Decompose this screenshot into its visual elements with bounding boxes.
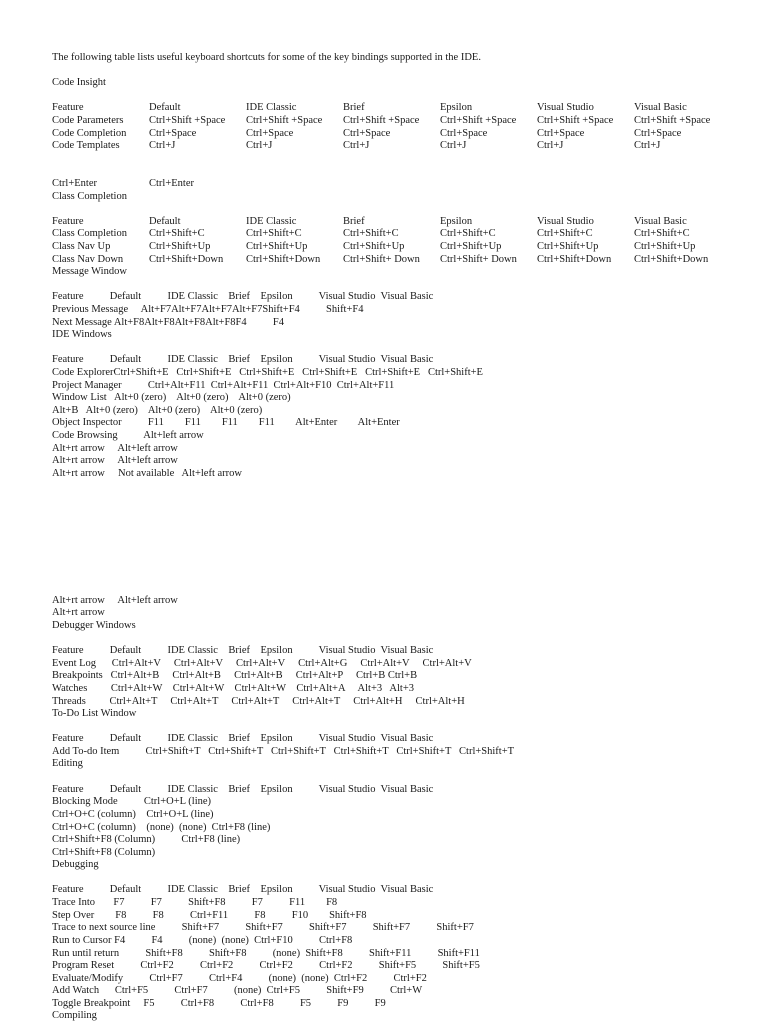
text-line: Alt+rt arrow Alt+left arrow (52, 455, 178, 466)
text-line: Object Inspector F11 F11 F11 F11 Alt+Enter Alt+Enter (52, 417, 400, 428)
text-line: Watches Ctrl+Alt+W Ctrl+Alt+W Ctrl+Alt+W Ctrl+Alt+A Alt+3 Alt+3 (52, 683, 414, 694)
table-cell: Ctrl+Shift+ Down (440, 254, 517, 265)
text-line: Add Watch Ctrl+F5 Ctrl+F7 (none) Ctrl+F5 Shift+F9 Ctrl+W (52, 985, 423, 996)
text-line: Trace Into F7 F7 Shift+F8 F7 F11 F8 (52, 897, 338, 908)
table-cell: Ctrl+Shift+Down (246, 254, 321, 265)
text-line: Alt+B Alt+0 (zero) Alt+0 (zero) Alt+0 (zero) (52, 405, 263, 416)
text-line: Code Browsing Alt+left arrow (52, 430, 204, 441)
table-cell: Visual Studio (537, 102, 594, 113)
table-cell: Ctrl+Space (634, 128, 682, 139)
table-cell: Feature (52, 216, 84, 227)
table-cell: Class Nav Down (52, 254, 124, 265)
table-cell: Ctrl+Shift+Down (537, 254, 612, 265)
table-cell: Code Parameters (52, 115, 124, 126)
table-cell: Ctrl+Shift+Up (537, 241, 599, 252)
table-cell: Ctrl+Shift+C (246, 228, 302, 239)
table-cell: Ctrl+Space (246, 128, 294, 139)
text-line: Ctrl+O+C (column) (none) (none) Ctrl+F8 (line) (52, 822, 271, 833)
table-cell: Ctrl+Shift+C (343, 228, 399, 239)
text-line: Feature Default IDE Classic Brief Epsilon Visual Studio Visual Basic (52, 733, 434, 744)
table-cell: Brief (343, 216, 365, 227)
table-cell: Ctrl+J (246, 140, 273, 151)
text-line: Add To-do Item Ctrl+Shift+T Ctrl+Shift+T Ctrl+Shift+T Ctrl+Shift+T Ctrl+Shift+T Ctrl+Shift+T (52, 746, 515, 757)
table-cell: Ctrl+J (149, 140, 176, 151)
text-line: Project Manager Ctrl+Alt+F11 Ctrl+Alt+F11 Ctrl+Alt+F10 Ctrl+Alt+F11 (52, 380, 395, 391)
table-cell: Visual Basic (634, 102, 687, 113)
table-cell: Class Nav Up (52, 241, 111, 252)
text-line: Window List Alt+0 (zero) Alt+0 (zero) Alt+0 (zero) (52, 392, 291, 403)
table-cell: Ctrl+Shift +Space (343, 115, 420, 126)
intro-text: The following table lists useful keyboard shortcuts for some of the key bindings supported in the IDE. (52, 52, 481, 63)
text-line: Run to Cursor F4 F4 (none) (none) Ctrl+F10 Ctrl+F8 (52, 935, 353, 946)
text-line: Ctrl+Shift+F8 (Column) Ctrl+F8 (line) (52, 834, 241, 845)
table-cell: Ctrl+Shift+C (537, 228, 593, 239)
table-cell: Feature (52, 102, 84, 113)
table-cell: IDE Classic (246, 216, 297, 227)
table-cell: Ctrl+Shift+ Down (343, 254, 420, 265)
text-line: Next Message Alt+F8Alt+F8Alt+F8Alt+F8F4 F4 (52, 317, 284, 328)
table-cell: Ctrl+Space (149, 128, 197, 139)
text-line: Feature Default IDE Classic Brief Epsilon Visual Studio Visual Basic (52, 784, 434, 795)
table-cell: Ctrl+Shift+Down (149, 254, 224, 265)
table-cell: Code Templates (52, 140, 120, 151)
table-cell: Ctrl+Shift+Up (149, 241, 211, 252)
table-cell: Ctrl+J (537, 140, 564, 151)
table-cell: Code Completion (52, 128, 127, 139)
table-cell: Epsilon (440, 216, 473, 227)
section-heading-editing: Editing (52, 758, 83, 769)
table-cell: Default (149, 216, 181, 227)
section-heading-code-insight: Code Insight (52, 77, 106, 88)
text-line: Run until return Shift+F8 Shift+F8 (none) Shift+F8 Shift+F11 Shift+F11 (52, 948, 480, 959)
table-cell: Visual Studio (537, 216, 594, 227)
section-heading-compiling: Compiling (52, 1010, 97, 1021)
table-cell: Default (149, 102, 181, 113)
text-line: Program Reset Ctrl+F2 Ctrl+F2 Ctrl+F2 Ctrl+F2 Shift+F5 Shift+F5 (52, 960, 480, 971)
table-cell: Ctrl+Enter (149, 178, 194, 189)
text-line: Breakpoints Ctrl+Alt+B Ctrl+Alt+B Ctrl+Alt+B Ctrl+Alt+P Ctrl+B Ctrl+B (52, 670, 418, 681)
text-line: Step Over F8 F8 Ctrl+F11 F8 F10 Shift+F8 (52, 910, 367, 921)
text-line: Event Log Ctrl+Alt+V Ctrl+Alt+V Ctrl+Alt+V Ctrl+Alt+G Ctrl+Alt+V Ctrl+Alt+V (52, 658, 472, 669)
text-line: Previous Message Alt+F7Alt+F7Alt+F7Alt+F7Shift+F4 Shift+F4 (52, 304, 364, 315)
table-cell: Ctrl+J (343, 140, 370, 151)
text-line: Toggle Breakpoint F5 Ctrl+F8 Ctrl+F8 F5 F9 F9 (52, 998, 386, 1009)
section-heading-debugging: Debugging (52, 859, 99, 870)
table-cell: Ctrl+Shift +Space (440, 115, 517, 126)
section-heading-debugger-windows: Debugger Windows (52, 620, 136, 631)
text-line: Threads Ctrl+Alt+T Ctrl+Alt+T Ctrl+Alt+T Ctrl+Alt+T Ctrl+Alt+H Ctrl+Alt+H (52, 696, 465, 707)
table-cell: Ctrl+Shift+Up (440, 241, 502, 252)
section-heading-ide-windows: IDE Windows (52, 329, 112, 340)
table-cell: Ctrl+Space (537, 128, 585, 139)
section-heading-todo-list-window: To-Do List Window (52, 708, 137, 719)
table-cell: Ctrl+Shift+C (634, 228, 690, 239)
table-cell: Ctrl+Shift +Space (634, 115, 711, 126)
table-cell: Class Completion (52, 228, 127, 239)
text-line: Alt+rt arrow Alt+left arrow (52, 443, 178, 454)
text-line: Alt+rt arrow Alt+left arrow (52, 595, 178, 606)
text-line: Feature Default IDE Classic Brief Epsilon Visual Studio Visual Basic (52, 884, 434, 895)
table-cell: Ctrl+Enter (52, 178, 97, 189)
text-line: Code ExplorerCtrl+Shift+E Ctrl+Shift+E Ctrl+Shift+E Ctrl+Shift+E Ctrl+Shift+E Ctrl+Shift+E (52, 367, 483, 378)
text-line: Feature Default IDE Classic Brief Epsilon Visual Studio Visual Basic (52, 354, 434, 365)
table-cell: Ctrl+Shift +Space (537, 115, 614, 126)
table-cell: Ctrl+Shift+C (149, 228, 205, 239)
text-line: Alt+rt arrow Not available Alt+left arrow (52, 468, 242, 479)
table-cell: Epsilon (440, 102, 473, 113)
text-line: Evaluate/Modify Ctrl+F7 Ctrl+F4 (none) (none) Ctrl+F2 Ctrl+F2 (52, 973, 427, 984)
table-cell: Ctrl+Shift+Down (634, 254, 709, 265)
table-cell: Ctrl+Shift +Space (246, 115, 323, 126)
table-cell: Ctrl+Shift+C (440, 228, 496, 239)
table-cell: Ctrl+Space (440, 128, 488, 139)
section-heading-message-window: Message Window (52, 266, 127, 277)
section-heading-class-completion: Class Completion (52, 191, 127, 202)
table-cell: Ctrl+Shift+Up (246, 241, 308, 252)
table-cell: Ctrl+J (634, 140, 661, 151)
text-line: Blocking Mode Ctrl+O+L (line) (52, 796, 212, 807)
text-line: Ctrl+O+C (column) Ctrl+O+L (line) (52, 809, 214, 820)
table-cell: Visual Basic (634, 216, 687, 227)
text-line: Feature Default IDE Classic Brief Epsilon Visual Studio Visual Basic (52, 645, 434, 656)
table-cell: Ctrl+J (440, 140, 467, 151)
text-line: Ctrl+Shift+F8 (Column) (52, 847, 156, 858)
table-cell: Ctrl+Shift+Up (343, 241, 405, 252)
text-line: Alt+rt arrow (52, 607, 105, 618)
text-line: Feature Default IDE Classic Brief Epsilon Visual Studio Visual Basic (52, 291, 434, 302)
table-cell: Brief (343, 102, 365, 113)
table-cell: Ctrl+Shift+Up (634, 241, 696, 252)
table-cell: IDE Classic (246, 102, 297, 113)
table-cell: Ctrl+Space (343, 128, 391, 139)
text-line: Trace to next source line Shift+F7 Shift+F7 Shift+F7 Shift+F7 Shift+F7 (52, 922, 474, 933)
table-cell: Ctrl+Shift +Space (149, 115, 226, 126)
